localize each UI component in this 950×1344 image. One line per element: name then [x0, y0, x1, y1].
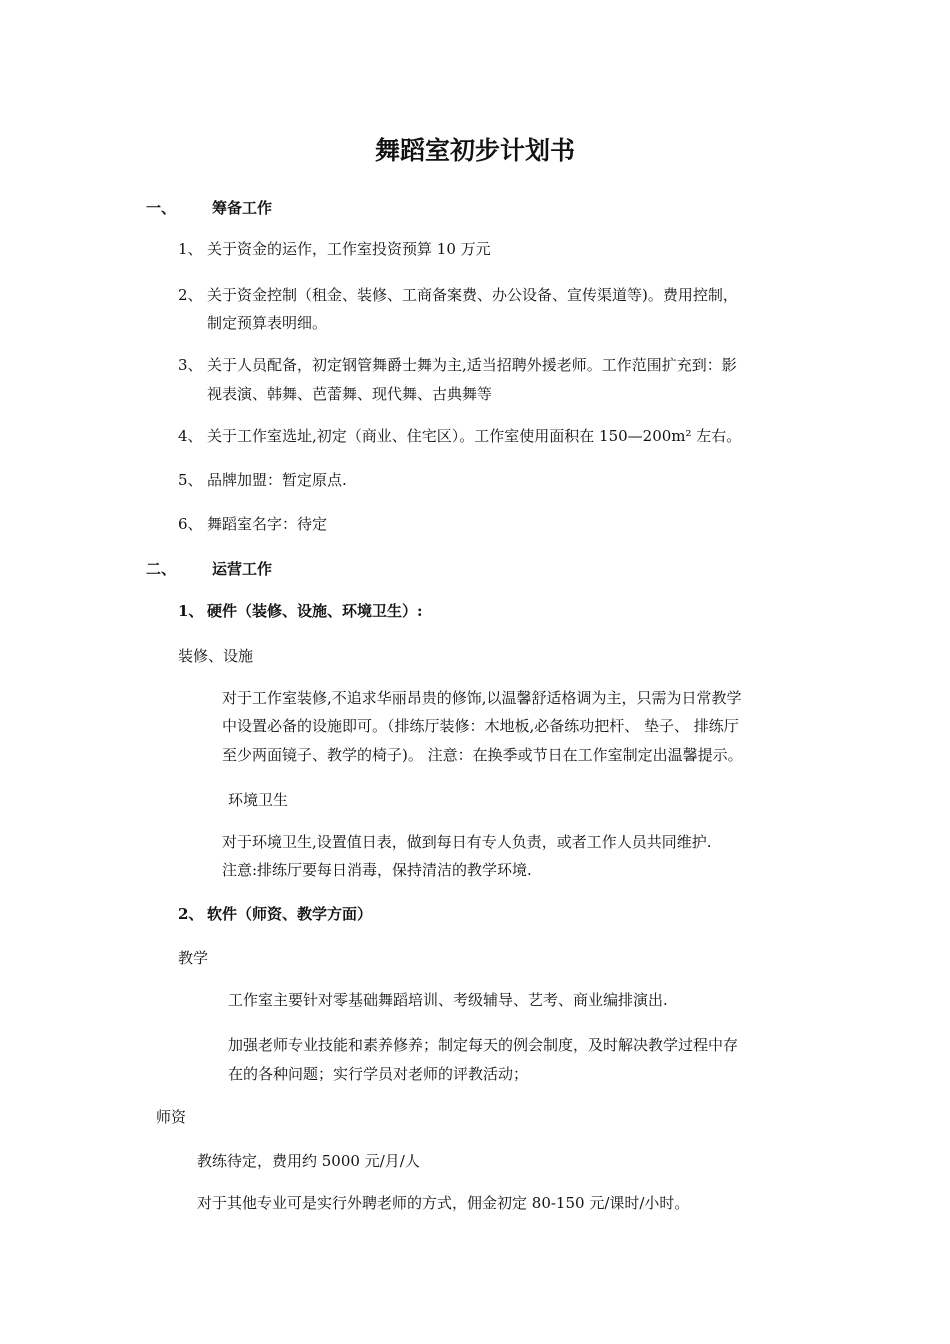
decoration-label: 装修、设施 [178, 647, 254, 665]
software-heading: 软件（师资、教学方面） [207, 905, 373, 923]
hygiene-line-2: 注意:排练厅要每日消毒，保持清洁的教学环境. [222, 861, 532, 879]
section-1-item-3-line-1: 关于人员配备，初定钢管舞爵士舞为主,适当招聘外援老师。工作范围扩充到：影 [207, 356, 737, 374]
hygiene-line-1: 对于环境卫生,设置值日表，做到每日有专人负责，或者工作人员共同维护. [222, 833, 712, 851]
section-1-heading: 筹备工作 [212, 199, 273, 217]
teaching-label: 教学 [178, 949, 209, 967]
section-1-item-2-number: 2、 [178, 286, 203, 304]
section-2-heading: 运营工作 [212, 560, 273, 578]
teaching-line-1: 工作室主要针对零基础舞蹈培训、考级辅导、艺考、商业编排演出. [228, 991, 668, 1009]
software-number: 2、 [178, 905, 204, 923]
section-1-item-4-text: 关于工作室选址,初定（商业、住宅区）。工作室使用面积在 150—200m² 左右。 [207, 427, 742, 445]
hardware-heading: 硬件（装修、设施、环境卫生）: [207, 602, 423, 620]
section-1-item-1-number: 1、 [178, 240, 203, 258]
decoration-line-2: 中设置必备的设施即可。（排练厅装修：木地板,必备练功把杆、 垫子、 排练厅 [222, 717, 739, 735]
faculty-line-2: 对于其他专业可是实行外聘老师的方式，佣金初定 80-150 元/课时/小时。 [197, 1194, 690, 1212]
decoration-line-1: 对于工作室装修,不追求华丽昂贵的修饰,以温馨舒适格调为主，只需为日常教学 [222, 689, 742, 707]
section-1-item-2-line-2: 制定预算表明细。 [207, 314, 328, 332]
faculty-line-1: 教练待定，费用约 5000 元/月/人 [197, 1152, 420, 1170]
hardware-number: 1、 [178, 602, 204, 620]
section-1-item-3-number: 3、 [178, 356, 203, 374]
teaching-line-3: 在的各种问题；实行学员对老师的评教活动； [228, 1065, 529, 1083]
section-1-item-6-number: 6、 [178, 515, 203, 533]
section-1-item-5-number: 5、 [178, 471, 203, 489]
decoration-line-3: 至少两面镜子、教学的椅子)。 注意：在换季或节日在工作室制定出温馨提示。 [222, 746, 743, 764]
teaching-line-2: 加强老师专业技能和素养修养；制定每天的例会制度，及时解决教学过程中存 [228, 1036, 739, 1054]
section-1-number: 一、 [146, 199, 177, 217]
section-1-item-3-line-2: 视表演、韩舞、芭蕾舞、现代舞、古典舞等 [207, 385, 493, 403]
section-1-item-1-text: 关于资金的运作，工作室投资预算 10 万元 [207, 240, 491, 258]
faculty-label: 师资 [156, 1108, 187, 1126]
section-1-item-5-text: 品牌加盟：暂定原点. [207, 471, 347, 489]
document-title: 舞蹈室初步计划书 [374, 136, 575, 165]
hygiene-label: 环境卫生 [228, 791, 289, 809]
section-1-item-6-text: 舞蹈室名字：待定 [207, 515, 328, 533]
section-2-number: 二、 [146, 560, 177, 578]
section-1-item-2-line-1: 关于资金控制（租金、装修、工商备案费、办公设备、宣传渠道等)。费用控制， [207, 286, 738, 304]
section-1-item-4-number: 4、 [178, 427, 203, 445]
